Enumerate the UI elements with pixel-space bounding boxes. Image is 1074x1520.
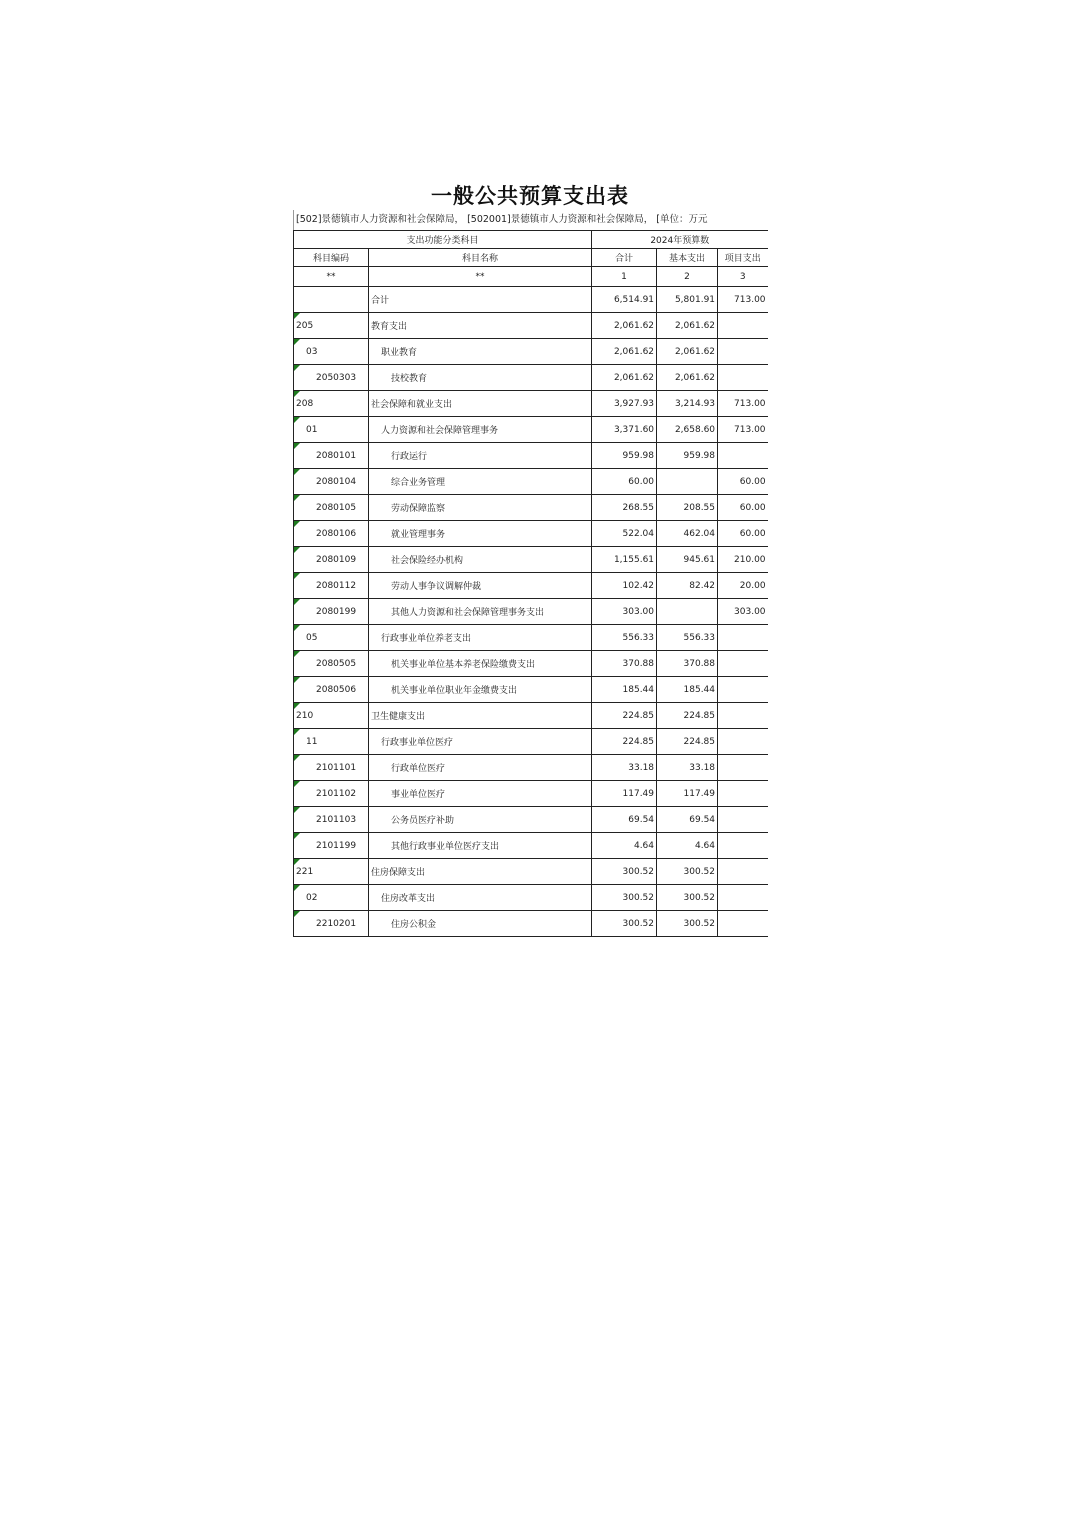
row-project xyxy=(718,313,768,339)
row-name: 社会保险经办机构 xyxy=(369,547,592,573)
row-basic: 185.44 xyxy=(657,677,718,703)
row-basic: 300.52 xyxy=(657,885,718,911)
row-code: 05 xyxy=(294,625,369,651)
table-row xyxy=(294,885,768,911)
row-name: 职业教育 xyxy=(369,339,592,365)
row-basic: 3,214.93 xyxy=(657,391,718,417)
row-basic: 300.52 xyxy=(657,859,718,885)
row-total: 300.52 xyxy=(592,859,657,885)
row-code: 2080101 xyxy=(294,443,369,469)
row-total: 370.88 xyxy=(592,651,657,677)
row-code: 11 xyxy=(294,729,369,755)
index-basic: 2 xyxy=(657,267,718,287)
row-code: 2101101 xyxy=(294,755,369,781)
row-project: 60.00 xyxy=(718,469,768,495)
row-basic: 370.88 xyxy=(657,651,718,677)
table-row xyxy=(294,911,768,937)
row-name: 机关事业单位职业年金缴费支出 xyxy=(369,677,592,703)
expenditure-table xyxy=(293,230,768,937)
row-basic: 2,061.62 xyxy=(657,339,718,365)
row-basic: 300.52 xyxy=(657,911,718,937)
row-name: 人力资源和社会保障管理事务 xyxy=(369,417,592,443)
row-total: 224.85 xyxy=(592,703,657,729)
table-row xyxy=(294,339,768,365)
total-basic: 5,801.91 xyxy=(657,287,718,313)
table-row xyxy=(294,599,768,625)
row-name: 卫生健康支出 xyxy=(369,703,592,729)
row-basic xyxy=(657,599,718,625)
row-project xyxy=(718,859,768,885)
row-project: 60.00 xyxy=(718,495,768,521)
row-total: 3,927.93 xyxy=(592,391,657,417)
table-row xyxy=(294,573,768,599)
row-code: 205 xyxy=(294,313,369,339)
table-row xyxy=(294,443,768,469)
row-total: 556.33 xyxy=(592,625,657,651)
row-total: 185.44 xyxy=(592,677,657,703)
row-name: 就业管理事务 xyxy=(369,521,592,547)
row-project xyxy=(718,781,768,807)
row-code: 2080505 xyxy=(294,651,369,677)
header-function-category: 支出功能分类科目 xyxy=(294,231,592,249)
row-basic: 2,658.60 xyxy=(657,417,718,443)
row-code: 208 xyxy=(294,391,369,417)
table-row xyxy=(294,521,768,547)
row-basic xyxy=(657,469,718,495)
row-project xyxy=(718,755,768,781)
table-row xyxy=(294,469,768,495)
row-total: 60.00 xyxy=(592,469,657,495)
header-basic: 基本支出 xyxy=(657,249,718,267)
row-basic: 208.55 xyxy=(657,495,718,521)
row-basic: 959.98 xyxy=(657,443,718,469)
table-row xyxy=(294,651,768,677)
row-total: 300.52 xyxy=(592,911,657,937)
row-basic: 2,061.62 xyxy=(657,313,718,339)
total-sum: 6,514.91 xyxy=(592,287,657,313)
table-row xyxy=(294,625,768,651)
row-name: 劳动人事争议调解仲裁 xyxy=(369,573,592,599)
row-name: 住房公积金 xyxy=(369,911,592,937)
table-row xyxy=(294,781,768,807)
row-project xyxy=(718,729,768,755)
index-name: ** xyxy=(369,267,592,287)
row-code: 2050303 xyxy=(294,365,369,391)
table-row xyxy=(294,391,768,417)
row-name: 行政运行 xyxy=(369,443,592,469)
row-name: 住房保障支出 xyxy=(369,859,592,885)
row-project: 303.00 xyxy=(718,599,768,625)
table-row xyxy=(294,547,768,573)
row-project xyxy=(718,703,768,729)
row-project xyxy=(718,625,768,651)
table-row xyxy=(294,703,768,729)
index-project: 3 xyxy=(718,267,768,287)
row-code: 2101199 xyxy=(294,833,369,859)
row-code: 01 xyxy=(294,417,369,443)
row-total: 1,155.61 xyxy=(592,547,657,573)
row-name: 行政事业单位医疗 xyxy=(369,729,592,755)
row-basic: 224.85 xyxy=(657,729,718,755)
row-project xyxy=(718,365,768,391)
row-name: 公务员医疗补助 xyxy=(369,807,592,833)
total-name: 合计 xyxy=(369,287,592,313)
row-name: 机关事业单位基本养老保险缴费支出 xyxy=(369,651,592,677)
row-total: 2,061.62 xyxy=(592,339,657,365)
table-row xyxy=(294,755,768,781)
total-code xyxy=(294,287,369,313)
row-name: 行政事业单位养老支出 xyxy=(369,625,592,651)
row-project: 60.00 xyxy=(718,521,768,547)
row-code: 2080112 xyxy=(294,573,369,599)
row-total: 4.64 xyxy=(592,833,657,859)
row-project xyxy=(718,807,768,833)
row-total: 3,371.60 xyxy=(592,417,657,443)
header-total: 合计 xyxy=(592,249,657,267)
row-basic: 4.64 xyxy=(657,833,718,859)
row-code: 03 xyxy=(294,339,369,365)
index-total: 1 xyxy=(592,267,657,287)
row-total: 33.18 xyxy=(592,755,657,781)
table-row xyxy=(294,833,768,859)
row-total: 522.04 xyxy=(592,521,657,547)
row-project: 20.00 xyxy=(718,573,768,599)
row-basic: 69.54 xyxy=(657,807,718,833)
row-code: 221 xyxy=(294,859,369,885)
row-project: 713.00 xyxy=(718,417,768,443)
row-code: 2080199 xyxy=(294,599,369,625)
row-project: 210.00 xyxy=(718,547,768,573)
row-total: 224.85 xyxy=(592,729,657,755)
header-code: 科目编码 xyxy=(294,249,369,267)
row-basic: 462.04 xyxy=(657,521,718,547)
row-code: 2101102 xyxy=(294,781,369,807)
row-total: 303.00 xyxy=(592,599,657,625)
budget-sheet xyxy=(293,178,767,937)
row-code: 2080106 xyxy=(294,521,369,547)
row-total: 102.42 xyxy=(592,573,657,599)
table-row xyxy=(294,807,768,833)
row-name: 社会保障和就业支出 xyxy=(369,391,592,417)
row-name: 技校教育 xyxy=(369,365,592,391)
row-basic: 117.49 xyxy=(657,781,718,807)
header-column-row xyxy=(294,249,768,267)
row-project xyxy=(718,651,768,677)
row-name: 教育支出 xyxy=(369,313,592,339)
total-row xyxy=(294,287,768,313)
row-basic: 556.33 xyxy=(657,625,718,651)
row-code: 02 xyxy=(294,885,369,911)
row-project xyxy=(718,443,768,469)
table-row xyxy=(294,729,768,755)
row-code: 2080506 xyxy=(294,677,369,703)
row-project: 713.00 xyxy=(718,391,768,417)
row-code: 2080105 xyxy=(294,495,369,521)
row-code: 2080109 xyxy=(294,547,369,573)
unit-subtitle: [502]景德镇市人力资源和社会保障局， [502001]景德镇市人力资源和社会保障局， [单位：万元 xyxy=(293,210,767,230)
row-name: 行政单位医疗 xyxy=(369,755,592,781)
row-basic: 82.42 xyxy=(657,573,718,599)
row-name: 其他行政事业单位医疗支出 xyxy=(369,833,592,859)
row-total: 2,061.62 xyxy=(592,365,657,391)
header-name: 科目名称 xyxy=(369,249,592,267)
row-basic: 224.85 xyxy=(657,703,718,729)
row-total: 300.52 xyxy=(592,885,657,911)
row-name: 综合业务管理 xyxy=(369,469,592,495)
row-name: 住房改革支出 xyxy=(369,885,592,911)
row-total: 959.98 xyxy=(592,443,657,469)
row-code: 2210201 xyxy=(294,911,369,937)
header-budget-year: 2024年预算数 xyxy=(592,231,768,249)
row-total: 117.49 xyxy=(592,781,657,807)
row-basic: 945.61 xyxy=(657,547,718,573)
header-index-row xyxy=(294,267,768,287)
table-row xyxy=(294,677,768,703)
row-code: 2101103 xyxy=(294,807,369,833)
row-total: 268.55 xyxy=(592,495,657,521)
table-row xyxy=(294,417,768,443)
row-code: 2080104 xyxy=(294,469,369,495)
row-name: 劳动保障监察 xyxy=(369,495,592,521)
header-project: 项目支出 xyxy=(718,249,768,267)
row-basic: 33.18 xyxy=(657,755,718,781)
table-row xyxy=(294,859,768,885)
index-code: ** xyxy=(294,267,369,287)
row-total: 69.54 xyxy=(592,807,657,833)
row-project xyxy=(718,833,768,859)
row-total: 2,061.62 xyxy=(592,313,657,339)
row-name: 其他人力资源和社会保障管理事务支出 xyxy=(369,599,592,625)
row-project xyxy=(718,911,768,937)
row-project xyxy=(718,885,768,911)
header-group-row xyxy=(294,231,768,249)
row-name: 事业单位医疗 xyxy=(369,781,592,807)
row-code: 210 xyxy=(294,703,369,729)
table-row xyxy=(294,495,768,521)
page-title: 一般公共预算支出表 xyxy=(431,183,629,208)
total-project: 713.00 xyxy=(718,287,768,313)
table-row xyxy=(294,313,768,339)
row-basic: 2,061.62 xyxy=(657,365,718,391)
table-row xyxy=(294,365,768,391)
row-project xyxy=(718,339,768,365)
row-project xyxy=(718,677,768,703)
